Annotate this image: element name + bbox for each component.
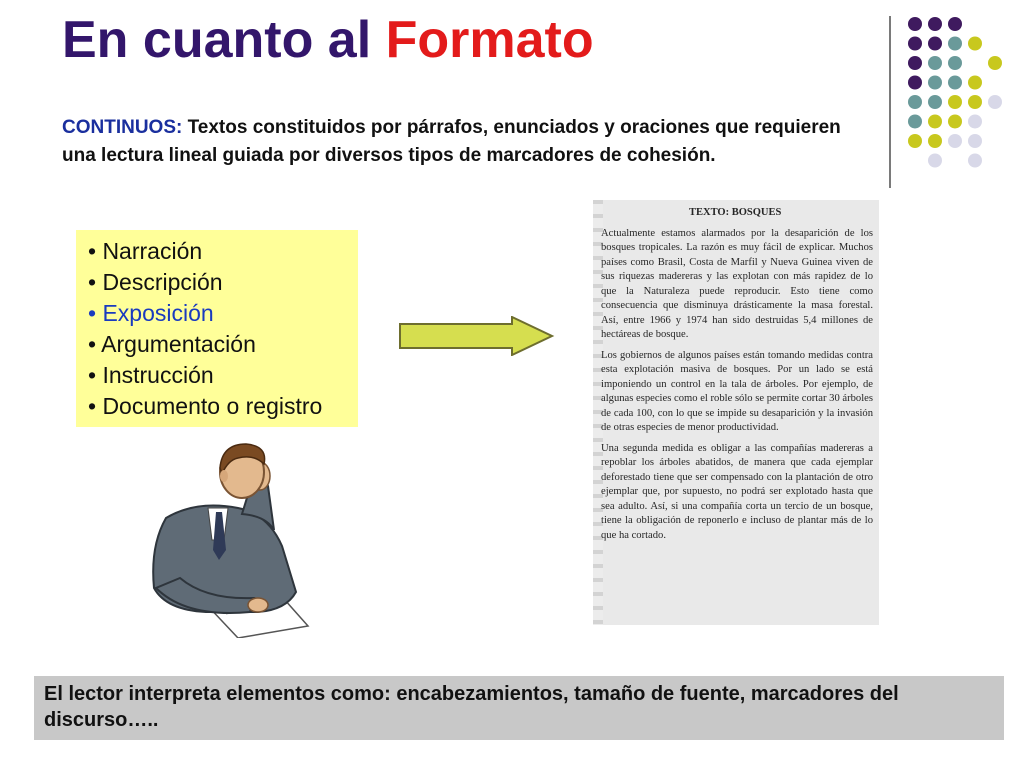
decorative-dot: [948, 95, 962, 109]
decorative-dot: [948, 37, 962, 51]
decorative-dot: [988, 95, 1002, 109]
decorative-dot: [928, 115, 942, 129]
text-type-item: • Argumentación: [88, 331, 256, 357]
decorative-dot: [968, 37, 982, 51]
text-types-list: [76, 230, 358, 422]
scanned-text-excerpt: [593, 200, 879, 625]
decorative-dot: [928, 37, 942, 51]
footer-note-text: El lector interpreta elementos como: encabezamientos, tamaño de fuente, marcadores del discurso…..: [44, 683, 899, 731]
text-type-item: • Exposición: [88, 300, 214, 326]
slide-title: [62, 12, 594, 69]
decorative-dot: [988, 56, 1002, 70]
decorative-dot: [948, 56, 962, 70]
intro-paragraph: [62, 114, 872, 170]
footer-note-box: [34, 676, 1004, 740]
text-type-item: • Descripción: [88, 269, 223, 295]
scan-paragraph: Los gobiernos de algunos países están tomando medidas contra esta explotación masiva de bosques. Por un lado se está imponiendo un control en la tala de árboles. Por ejemplo, de algunas especies como el roble sólo se permite cortar 30 árboles de cada 100, con lo que se impide su desaparición y la invasión de otras especies de menor productividad.: [601, 349, 873, 433]
decorative-dot: [908, 115, 922, 129]
decorative-dot: [928, 95, 942, 109]
decorative-dot: [948, 115, 962, 129]
text-type-item: • Instrucción: [88, 362, 214, 388]
decorative-dot: [928, 134, 942, 148]
decorative-dot: [968, 134, 982, 148]
intro-text: Textos constituidos por párrafos, enunciados y oraciones que requieren una lectura lineal guiada por diversos tipos de marcadores de cohesión.: [62, 117, 841, 166]
decorative-dot: [928, 154, 942, 168]
decorative-dot: [908, 76, 922, 90]
decorative-dot: [928, 76, 942, 90]
decorative-dot: [908, 134, 922, 148]
decorative-dot: [908, 95, 922, 109]
decorative-dot: [968, 95, 982, 109]
decorative-dot: [928, 56, 942, 70]
scan-content: [601, 206, 873, 549]
title-accent: Formato: [385, 11, 594, 69]
decorative-dot: [908, 17, 922, 31]
text-type-item: • Documento o registro: [88, 393, 323, 419]
title-main: En cuanto al: [62, 11, 386, 69]
decorative-dot: [908, 37, 922, 51]
scan-paragraph: Una segunda medida es obligar a las compañías madereras a repoblar los árboles abatidos, de manera que cada ejemplar deforestado tiene que ser compensado con la plantación de otro ejemplar que, por supuesto, no podrá ser explotado hasta que sea adulto. Así, si una compañía corta un tercio de un bosque, tiene la obligación de reponerlo e incluso de plantar más de lo que ha cortado.: [601, 442, 873, 541]
decorative-dot: [968, 115, 982, 129]
decorative-dot: [948, 134, 962, 148]
decorative-dot: [968, 76, 982, 90]
decorative-dot: [948, 76, 962, 90]
decorative-dot: [928, 17, 942, 31]
decorative-dot: [968, 154, 982, 168]
decorative-dot: [908, 56, 922, 70]
decorative-dot-grid: [896, 14, 1016, 174]
scan-heading: TEXTO: BOSQUES: [689, 207, 782, 218]
right-arrow-icon: [396, 316, 556, 356]
decorative-dot: [948, 17, 962, 31]
text-types-box: [76, 230, 358, 427]
intro-label: CONTINUOS:: [62, 117, 183, 138]
scan-paragraph: Actualmente estamos alarmados por la desaparición de los bosques tropicales. La razón es muy fácil de explicar. Muchos países como Brasil, Costa de Marfil y Nueva Guinea viven de sus riquezas madereras y las explotan con más rapidez de lo que la Naturaleza puede reproducir. Esto tiene como consecuencia que disminuya drásticamente la masa forestal. Así, entre 1966 y 1974 han sido destruidas 5,4 millones de hectáreas de bosque.: [601, 227, 873, 340]
text-type-item: • Narración: [88, 238, 203, 264]
vertical-divider: [889, 16, 891, 188]
thinking-man-illustration: [146, 442, 316, 638]
